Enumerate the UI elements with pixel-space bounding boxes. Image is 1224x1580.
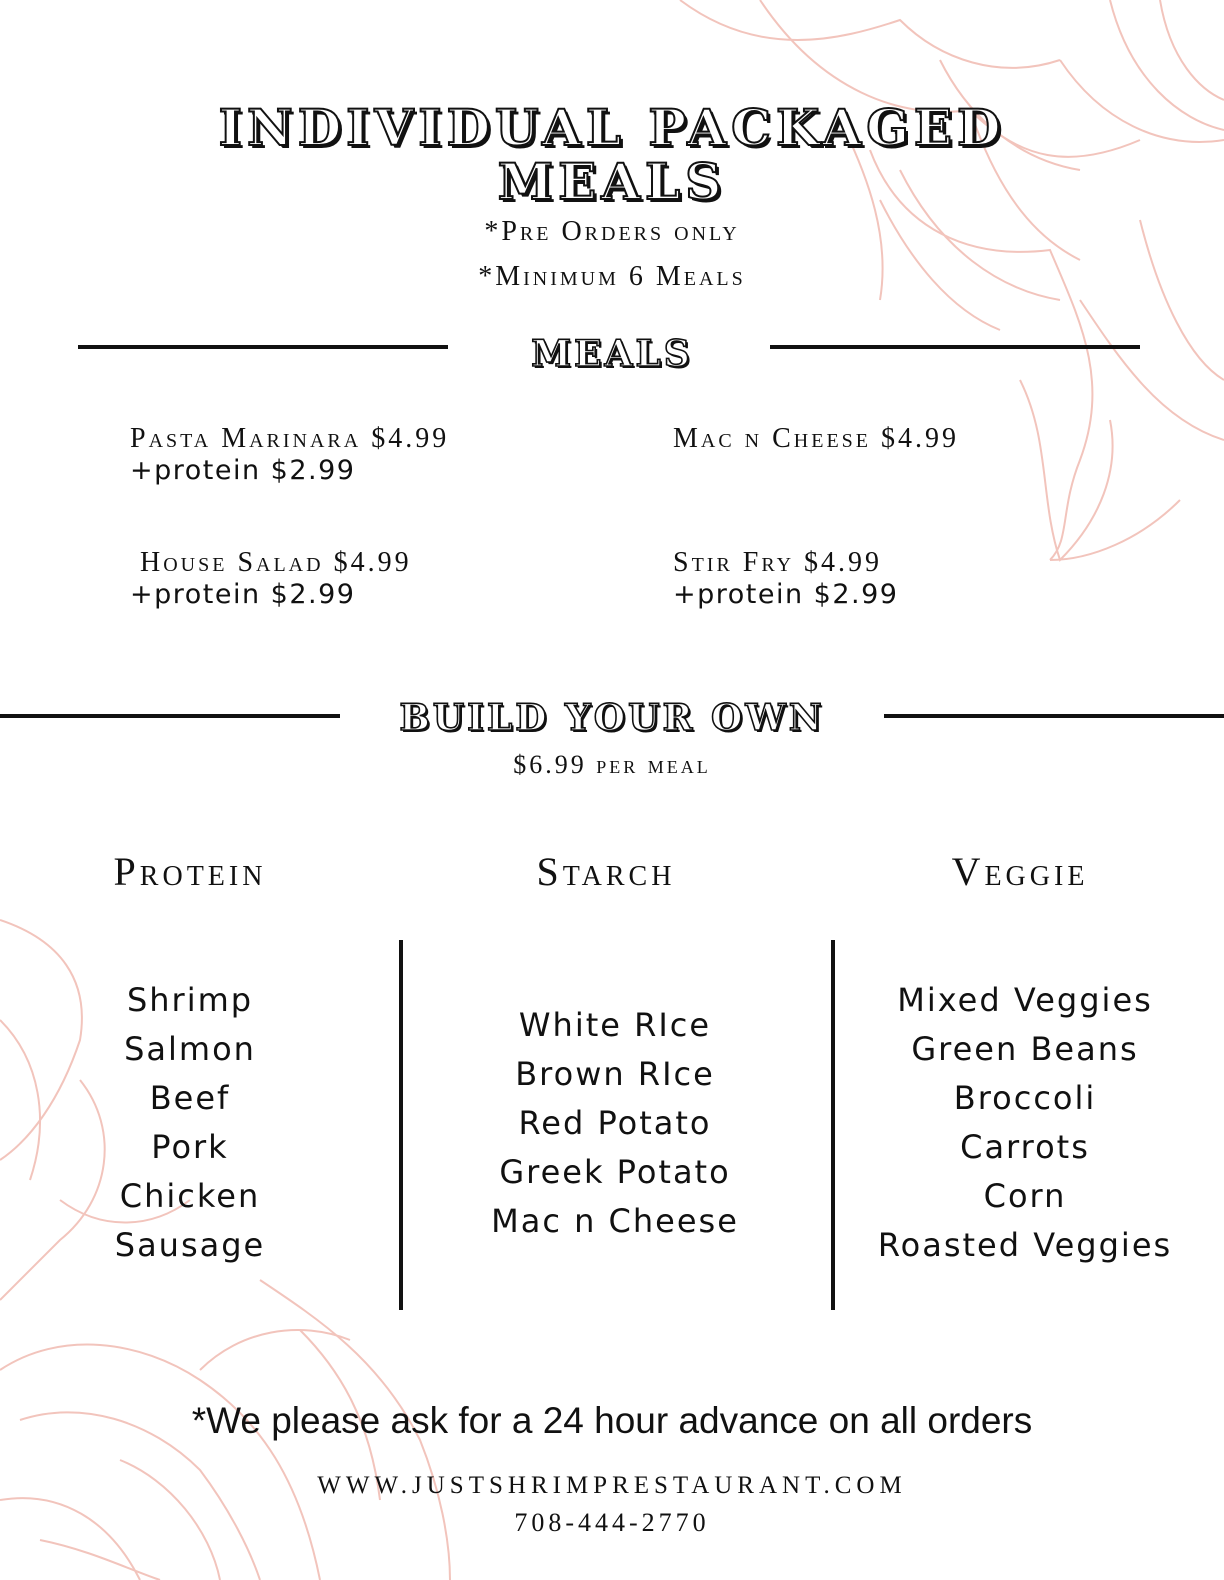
pre-orders-note: *Pre Orders only <box>484 216 740 247</box>
build-rule-right <box>884 714 1224 718</box>
list-item: Corn <box>983 1177 1067 1215</box>
list-item: Broccoli <box>953 1079 1097 1117</box>
list-item: Beef <box>149 1079 231 1117</box>
meal-name: House Salad $4.99 <box>140 547 412 578</box>
protein-list <box>40 976 340 1270</box>
meals-heading: MEALS <box>531 333 693 375</box>
build-price: $6.99 per meal <box>513 750 711 779</box>
list-item: Greek Potato <box>499 1153 731 1191</box>
list-item: Chicken <box>119 1177 261 1215</box>
list-item: Pork <box>151 1128 229 1166</box>
meal-addon: +protein $2.99 <box>673 579 899 610</box>
meal-name: Pasta Marinara $4.99 <box>130 423 450 454</box>
protein-column-title: Protein <box>113 849 267 894</box>
list-item: Carrots <box>960 1128 1090 1166</box>
veggie-list <box>850 976 1200 1270</box>
veggie-column-title: Veggie <box>951 849 1089 894</box>
column-divider-left <box>399 940 403 1310</box>
minimum-meals-note: *Minimum 6 Meals <box>478 261 746 292</box>
website-link[interactable]: WWW.JUSTSHRIMPRESTAURANT.COM <box>317 1472 907 1499</box>
meal-item <box>130 547 412 610</box>
meals-rule-right <box>770 345 1140 349</box>
meal-name: Mac n Cheese $4.99 <box>673 423 960 454</box>
page-title-line-1: INDIVIDUAL PACKAGED <box>218 98 1006 157</box>
meal-addon: +protein $2.99 <box>130 455 356 486</box>
list-item: Brown RIce <box>515 1055 715 1093</box>
page-title-line-2: MEALS <box>497 152 727 211</box>
meal-item <box>673 547 898 610</box>
list-item: Shrimp <box>126 981 254 1019</box>
list-item: Green Beans <box>911 1030 1139 1068</box>
build-your-own-heading: BUILD YOUR OWN <box>399 697 825 739</box>
meal-item <box>673 423 959 455</box>
meal-name: Stir Fry $4.99 <box>673 547 883 578</box>
list-item: White RIce <box>518 1006 712 1044</box>
starch-list <box>450 1001 780 1246</box>
meal-addon: +protein $2.99 <box>130 579 356 610</box>
list-item: Roasted Veggies <box>877 1226 1173 1264</box>
column-divider-right <box>831 940 835 1310</box>
floral-decoration-top-right <box>640 0 1224 600</box>
meal-item <box>130 423 449 486</box>
advance-order-note: *We please ask for a 24 hour advance on all orders <box>191 1400 1033 1441</box>
list-item: Mac n Cheese <box>491 1202 739 1240</box>
list-item: Red Potato <box>518 1104 712 1142</box>
phone-number[interactable]: 708-444-2770 <box>514 1508 710 1537</box>
starch-column-title: Starch <box>536 849 676 894</box>
list-item: Sausage <box>114 1226 266 1264</box>
list-item: Salmon <box>124 1030 256 1068</box>
list-item: Mixed Veggies <box>897 981 1153 1019</box>
